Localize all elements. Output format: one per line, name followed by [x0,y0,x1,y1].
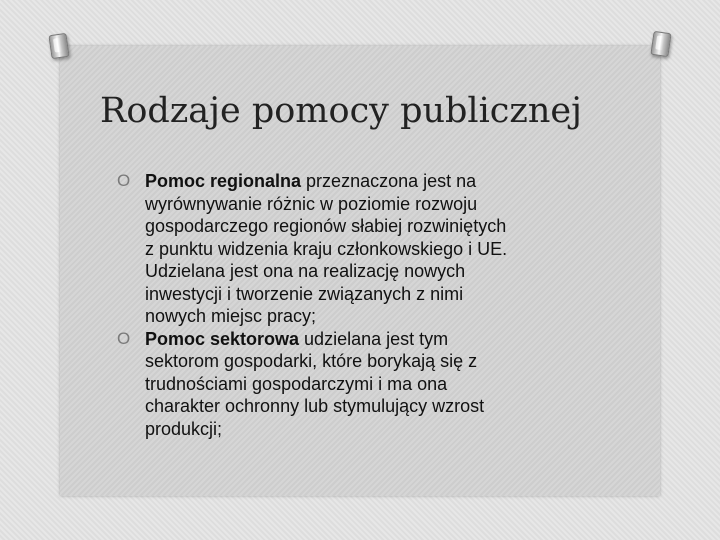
bullet-term: Pomoc regionalna [145,171,302,191]
bullet-marker-icon: O [117,171,131,190]
bullet-marker-icon: O [117,328,131,348]
pin-icon [650,31,671,57]
bullet-first-line [145,328,627,351]
bullet-first-line [145,170,627,193]
bullet-text-line: sektorom gospodarki, które borykają się z [145,351,478,371]
bullet-text-line: inwestycji i tworzenie związanych z nimi [145,283,464,304]
pin-icon [48,33,69,59]
bullet-text-line: produkcji; [145,418,223,439]
bullet-text-line: nowych miejsc pracy; [145,306,317,326]
bullet-text-line: charakter ochronny lub stymulujący wzrost [145,396,485,416]
bullet-text-line: Udzielana jest ona na realizację nowych [145,261,466,281]
bullet-text-line: z punktu widzenia kraju członkowskiego i UE. [145,238,508,259]
bullet-list [117,170,627,440]
bullet-item-sectoral-aid [117,328,627,441]
bullet-text-line: wyrównywanie różnic w poziomie rozwoju [145,193,478,214]
slide-title: Rodzaje pomocy publicznej [100,91,582,131]
bullet-text-line: gospodarczego regionów słabiej rozwiniętych [145,216,507,236]
bullet-text-line: udzielana jest tym [299,328,449,349]
bullet-text-line: przeznaczona jest na [301,171,477,191]
bullet-term: Pomoc sektorowa [145,328,300,349]
bullet-item-regional-aid [117,170,627,328]
bullet-text-line: trudnościami gospodarczymi i ma ona [145,373,448,394]
